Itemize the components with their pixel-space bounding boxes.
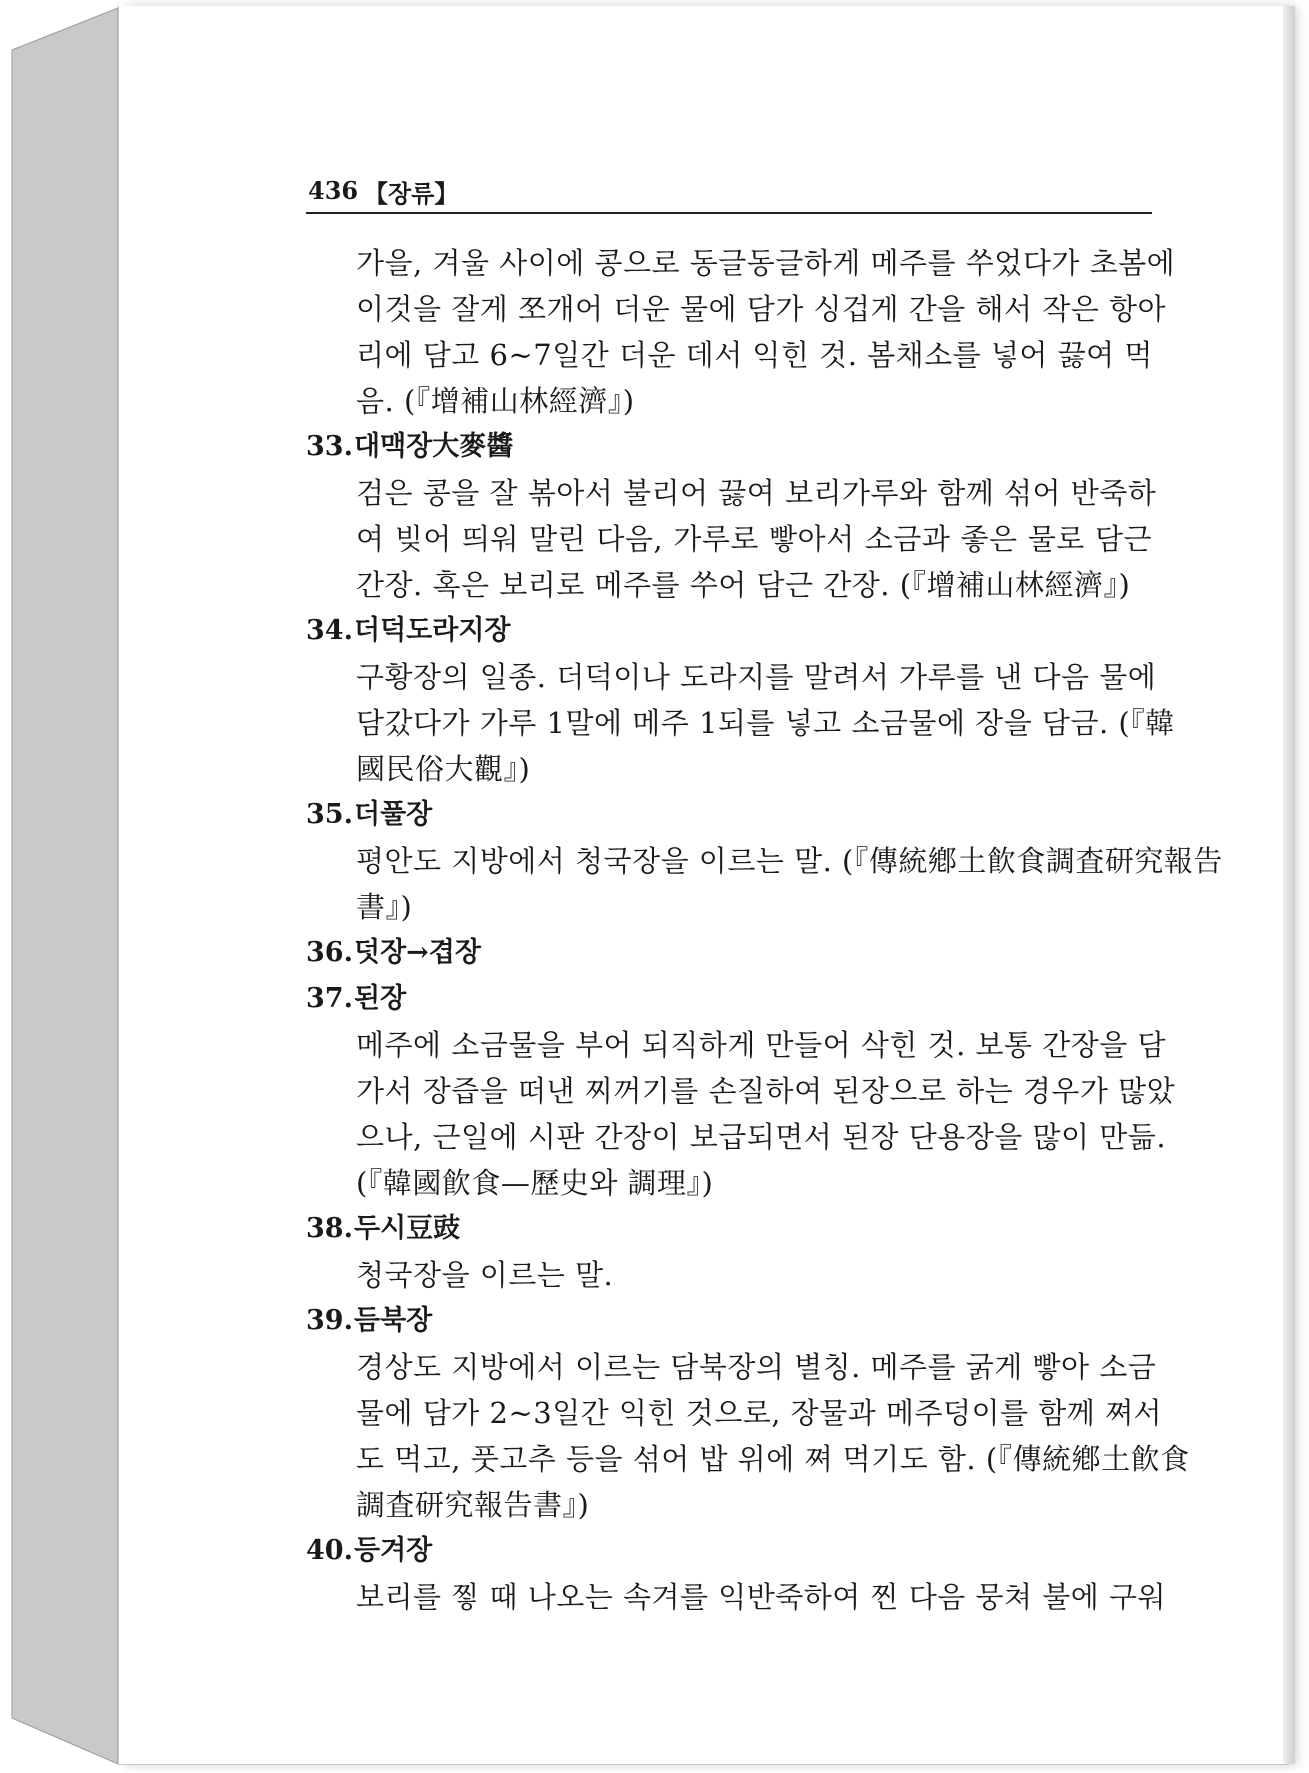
section-title: 【장류】 [364, 179, 459, 208]
text-line: 가을, 겨울 사이에 콩으로 동글동글하게 메주를 쑤었다가 초봄에 [356, 246, 1176, 280]
entry-heading [306, 1528, 1152, 1574]
entry-38 [306, 1206, 1152, 1298]
entry-title: 듬북장 [354, 1305, 433, 1336]
entry-number: 40. [306, 1535, 353, 1566]
text-line: 경상도 지방에서 이르는 담북장의 별칭. 메주를 굵게 빻아 소금 [356, 1350, 1157, 1384]
entry-36 [306, 930, 1152, 976]
text-line: 간장. 혹은 보리로 메주를 쑤어 담근 간장. (『增補山林經濟』) [356, 568, 1131, 602]
text-line: 평안도 지방에서 청국장을 이르는 말. (『傳統鄕土飮食調査研究報告 [356, 844, 1223, 878]
text-line: 검은 콩을 잘 볶아서 불리어 끓여 보리가루와 함께 섞어 반죽하 [356, 476, 1157, 510]
dictionary-content [306, 240, 1223, 1620]
entry-35 [306, 792, 1223, 930]
entry-title: 더풀장 [354, 799, 433, 830]
text-line: (『韓國飮食—歷史와 調理』) [356, 1166, 714, 1200]
entry-33 [306, 424, 1157, 608]
text-line: 書』) [356, 890, 413, 924]
entry-title: 덧장→겹장 [354, 937, 481, 968]
text-line: 보리를 찧 때 나오는 속겨를 익반죽하여 찐 다음 뭉쳐 불에 구워 [356, 1580, 1167, 1614]
entry-title: 대맥장大麥醬 [354, 431, 514, 462]
text-line: 여 빚어 띄워 말린 다음, 가루로 빻아서 소금과 좋은 물로 담근 [356, 522, 1152, 556]
entry-37 [306, 976, 1176, 1206]
entry-title: 두시豆豉 [354, 1213, 461, 1244]
entry-34 [306, 608, 1175, 792]
entry-number: 37. [306, 983, 353, 1014]
text-line: 물에 담가 2~3일간 익힌 것으로, 장물과 메주덩이를 함께 쪄서 [356, 1396, 1162, 1430]
entry-heading [306, 792, 1152, 838]
text-line: 가서 장즙을 떠낸 찌꺼기를 손질하여 된장으로 하는 경우가 많았 [356, 1074, 1176, 1108]
text-line: 담갔다가 가루 1말에 메주 1되를 넣고 소금물에 장을 담금. (『韓 [356, 706, 1175, 740]
text-line: 도 먹고, 풋고추 등을 섞어 밥 위에 쪄 먹기도 함. (『傳統鄕土飮食 [356, 1442, 1190, 1476]
text-line: 調査研究報告書』) [356, 1488, 590, 1522]
entry-number: 36. [306, 937, 353, 968]
entry-title: 된장 [354, 983, 407, 1014]
text-line: 구황장의 일종. 더덕이나 도라지를 말려서 가루를 낸 다음 물에 [356, 660, 1157, 694]
continuation-paragraph [306, 240, 1176, 424]
entry-number: 35. [306, 799, 353, 830]
text-line: 國民俗大觀』) [356, 752, 531, 786]
entry-title: 등겨장 [354, 1535, 433, 1566]
text-line: 음. (『增補山林經濟』) [356, 384, 635, 418]
entry-number: 34. [306, 615, 353, 646]
text-line: 청국장을 이르는 말. [356, 1258, 614, 1292]
text-line: 이것을 잘게 쪼개어 더운 물에 담가 싱겁게 간을 해서 작은 항아 [356, 292, 1167, 326]
entry-heading [306, 1206, 1152, 1252]
text-line: 메주에 소금물을 부어 되직하게 만들어 삭힌 것. 보통 간장을 담 [356, 1028, 1167, 1062]
entry-number: 39. [306, 1305, 353, 1336]
entry-number: 33. [306, 431, 353, 462]
text-line: 으나, 근일에 시판 간장이 보급되면서 된장 단용장을 많이 만듦. [356, 1120, 1167, 1154]
page-edge [1283, 6, 1295, 1764]
entry-heading [306, 608, 1152, 654]
entry-40 [306, 1528, 1167, 1620]
entry-heading [306, 1298, 1152, 1344]
entry-heading [306, 930, 1152, 976]
entry-title: 더덕도라지장 [354, 615, 511, 646]
entry-number: 38. [306, 1213, 353, 1244]
running-header [306, 170, 1152, 214]
text-line: 리에 담고 6~7일간 더운 데서 익힌 것. 봄채소를 넣어 끓여 먹 [356, 338, 1153, 372]
entry-heading [306, 976, 1152, 1022]
entry-heading [306, 424, 1152, 470]
page-number: 436 [308, 176, 359, 205]
entry-39 [306, 1298, 1190, 1528]
